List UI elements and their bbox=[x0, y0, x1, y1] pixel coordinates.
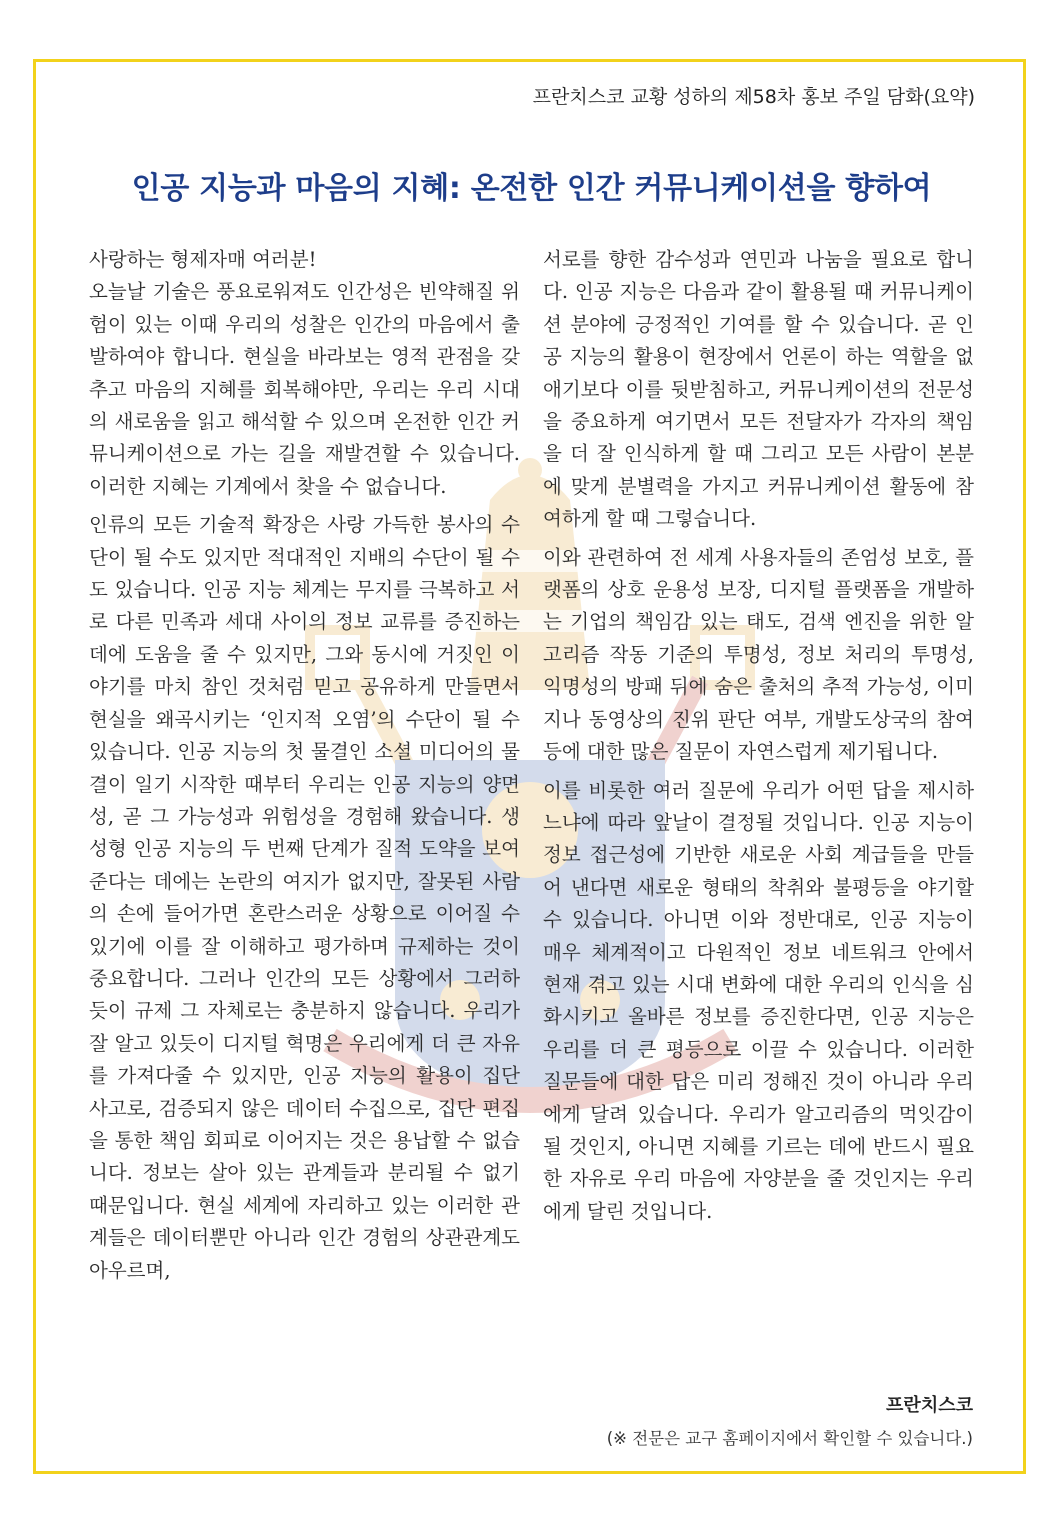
paragraph: 이와 관련하여 전 세계 사용자들의 존엄성 보호, 플랫폼의 상호 운용성 보장, 디지털 플랫폼을 개발하는 기업의 책임감 있는 태도, 검색 엔진을 위한 알고리즘 작동 기준의 투명성, 정보 처리의 투명성, 익명성의 방패 뒤에 숨은 출처의 추적 가능성, 이미지나 동영상의 진위 판단 여부, 개발도상국의 참여 등에 대한 많은 질문이 자연스럽게 제기됩니다. bbox=[543, 545, 974, 764]
signature: 프란치스코 bbox=[886, 1395, 973, 1416]
paragraph: 오늘날 기술은 풍요로워져도 인간성은 빈약해질 위험이 있는 이때 우리의 성찰은 인간의 마음에서 출발하여야 합니다. 현실을 바라보는 영적 관점을 갖추고 마음의 지혜를 회복해야만, 우리는 우리 시대의 새로움을 읽고 해석할 수 있으며 온전한 인간 커뮤니케이션으로 가는 길을 재발견할 수 있습니다. 이러한 지혜는 기계에서 찾을 수 없습니다. bbox=[89, 280, 520, 498]
paragraph: 서로를 향한 감수성과 연민과 나눔을 필요로 합니다. 인공 지능은 다음과 같이 활용될 때 커뮤니케이션 분야에 긍정적인 기여를 할 수 있습니다. 곧 인공 지능의 활용이 현장에서 언론이 하는 역할을 없애기보다 이를 뒷받침하고, 커뮤니케이션의 전문성을 중요하게 여기면서 모든 전달자가 각자의 책임을 더 잘 인식하게 할 때 그리고 모든 사람이 본분에 맞게 분별력을 가지고 커뮤니케이션 활동에 참여하게 할 때 그렇습니다. bbox=[543, 248, 974, 531]
right-column bbox=[543, 244, 974, 1228]
page-title: 인공 지능과 마음의 지혜: 온전한 인간 커뮤니케이션을 향하여 bbox=[131, 171, 932, 206]
paragraph: 인류의 모든 기술적 확장은 사랑 가득한 봉사의 수단이 될 수도 있지만 적대적인 지배의 수단이 될 수도 있습니다. 인공 지능 체계는 무지를 극복하고 서로 다른 민족과 세대 사이의 정보 교류를 증진하는 데에 도움을 줄 수 있지만, 그와 동시에 거짓인 이야기를 마치 참인 것처럼 믿고 공유하게 만들면서 현실을 왜곡시키는 ‘인지적 오염’의 수단이 될 수 있습니다. 인공 지능의 첫 물결인 소셜 미디어의 물결이 일기 시작한 때부터 우리는 인공 지능의 양면성, 곧 그 가능성과 위험성을 경험해 왔습니다. 생성형 인공 지능의 두 번째 단계가 질적 도약을 보여준다는 데에는 논란의 여지가 없지만, 잘못된 사람의 손에 들어가면 혼란스러운 상황으로 이어질 수 있기에 이를 잘 이해하고 평가하며 규제하는 것이 중요합니다. 그러나 인간의 모든 상황에서 그러하듯이 규제 그 자체로는 충분하지 않습니다. 우리가 잘 알고 있듯이 디지털 혁명은 우리에게 더 큰 자유를 가져다줄 수 있지만, 인공 지능의 활용이 집단 사고로, 검증되지 않은 데이터 수집으로, 집단 편집을 통한 책임 회피로 이어지는 것은 용납할 수 없습니다. 정보는 살아 있는 관계들과 분리될 수 없기 때문입니다. 현실 세계에 자리하고 있는 이러한 관계들은 데이터뿐만 아니라 인간 경험의 상관관계도 아우르며, bbox=[89, 513, 520, 1282]
document-header: 프란치스코 교황 성하의 제58차 홍보 주일 담화(요약) bbox=[532, 86, 975, 108]
footnote: (※ 전문은 교구 홈페이지에서 확인할 수 있습니다.) bbox=[606, 1429, 973, 1448]
paragraph: 이를 비롯한 여러 질문에 우리가 어떤 답을 제시하느냐에 따라 앞날이 결정될 것입니다. 인공 지능이 정보 접근성에 기반한 새로운 사회 계급들을 만들어 낸다면 새로운 형태의 착취와 불평등을 야기할 수 있습니다. 아니면 이와 정반대로, 인공 지능이 매우 체계적이고 다원적인 정보 네트워크 안에서 현재 겪고 있는 시대 변화에 대한 우리의 인식을 심화시키고 올바른 정보를 증진한다면, 인공 지능은 우리를 더 큰 평등으로 이끌 수 있습니다. 이러한 질문들에 대한 답은 미리 정해진 것이 아니라 우리에게 달려 있습니다. 우리가 알고리즘의 먹잇감이 될 것인지, 아니면 지혜를 기르는 데에 반드시 필요한 자유로 우리 마음에 자양분을 줄 것인지는 우리에게 달린 것입니다. bbox=[543, 778, 974, 1223]
left-column bbox=[89, 244, 520, 1287]
greeting: 사랑하는 형제자매 여러분! bbox=[89, 248, 317, 271]
